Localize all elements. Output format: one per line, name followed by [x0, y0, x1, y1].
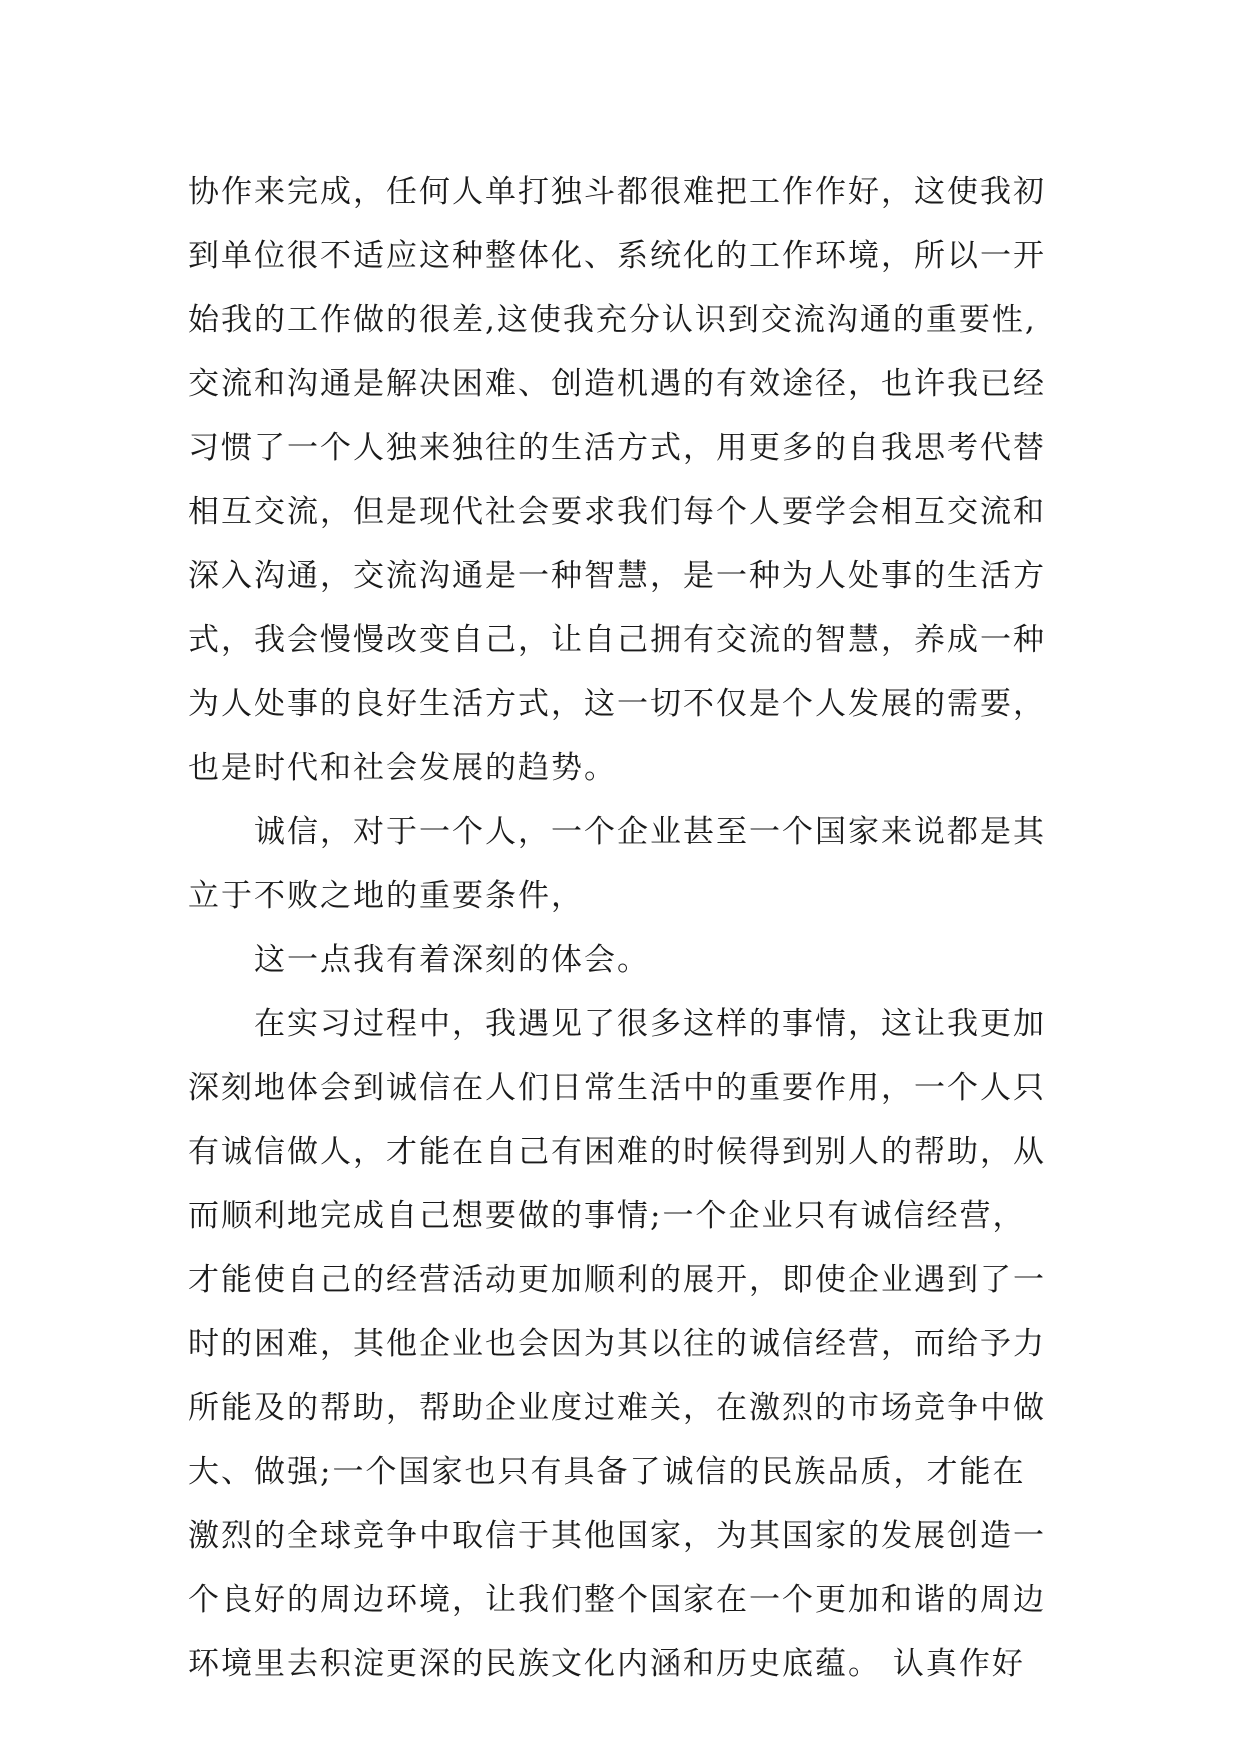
text-line: 协作来完成，任何人单打独斗都很难把工作作好，这使我初	[188, 174, 1046, 210]
text-line: 习惯了一个人独来独往的生活方式，用更多的自我思考代替	[188, 430, 1046, 466]
text-line: 为人处事的良好生活方式，这一切不仅是个人发展的需要，	[188, 686, 1046, 722]
text-line: 深入沟通，交流沟通是一种智慧，是一种为人处事的生活方	[188, 558, 1046, 594]
text-line: 而顺利地完成自己想要做的事情;一个企业只有诚信经营，	[188, 1198, 1026, 1234]
body-text	[188, 160, 1088, 1696]
text-line: 立于不败之地的重要条件，	[188, 878, 584, 914]
text-line: 时的困难，其他企业也会因为其以往的诚信经营，而给予力	[188, 1326, 1046, 1362]
text-line: 到单位很不适应这种整体化、系统化的工作环境，所以一开	[188, 238, 1046, 274]
text-line: 这一点我有着深刻的体会。	[254, 942, 650, 978]
text-line: 诚信，对于一个人，一个企业甚至一个国家来说都是其	[254, 814, 1046, 850]
text-line: 环境里去积淀更深的民族文化内涵和历史底蕴。 认真作好	[188, 1646, 1025, 1682]
text-line: 才能使自己的经营活动更加顺利的展开，即使企业遇到了一	[188, 1262, 1046, 1298]
text-line: 始我的工作做的很差,这使我充分认识到交流沟通的重要性,	[188, 302, 1037, 338]
text-line: 在实习过程中，我遇见了很多这样的事情，这让我更加	[254, 1006, 1046, 1042]
text-line: 个良好的周边环境，让我们整个国家在一个更加和谐的周边	[188, 1582, 1046, 1618]
text-line: 交流和沟通是解决困难、创造机遇的有效途径，也许我已经	[188, 366, 1046, 402]
text-line: 深刻地体会到诚信在人们日常生活中的重要作用，一个人只	[188, 1070, 1046, 1106]
text-line: 式，我会慢慢改变自己，让自己拥有交流的智慧，养成一种	[188, 622, 1046, 658]
text-line: 相互交流，但是现代社会要求我们每个人要学会相互交流和	[188, 494, 1046, 530]
text-line: 也是时代和社会发展的趋势。	[188, 750, 617, 786]
text-line: 所能及的帮助，帮助企业度过难关，在激烈的市场竞争中做	[188, 1390, 1046, 1426]
text-line: 大、做强;一个国家也只有具备了诚信的民族品质，才能在	[188, 1454, 1026, 1490]
text-line: 激烈的全球竞争中取信于其他国家，为其国家的发展创造一	[188, 1518, 1046, 1554]
text-line: 有诚信做人，才能在自己有困难的时候得到别人的帮助，从	[188, 1134, 1046, 1170]
